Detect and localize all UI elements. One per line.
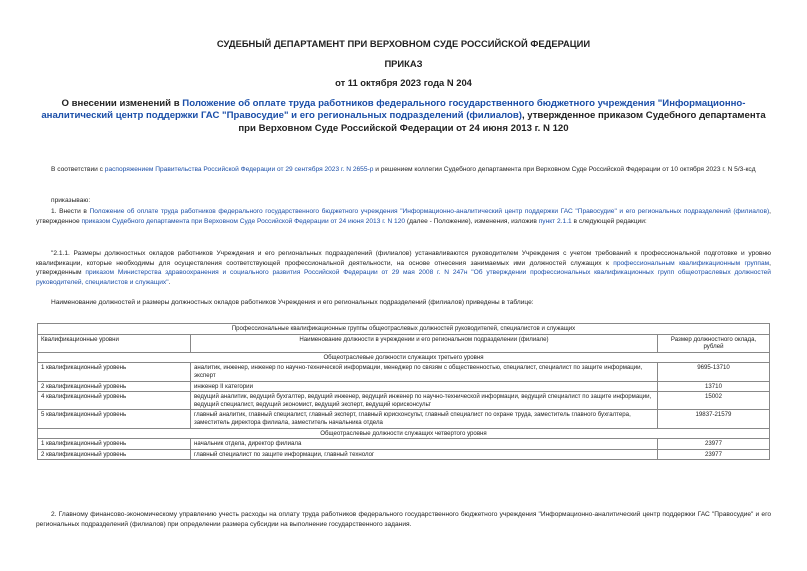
cell-salary: 23977 xyxy=(658,449,770,460)
cell-level: 2 квалификационный уровень xyxy=(38,449,191,460)
cell-level: 1 квалификационный уровень xyxy=(38,439,191,450)
salary-table xyxy=(37,323,770,460)
p3-link-regulation[interactable]: Положение об оплате труда работников федерального государственного бюджетного учреждения "Информационно-аналитический центр поддержки ГАС "Правосудие" и его региональных подразделений (филиалов) xyxy=(89,208,770,215)
cell-salary: 23977 xyxy=(658,439,770,450)
table-caption-row xyxy=(38,324,770,335)
p4-text-b: , утвержденным xyxy=(36,259,772,277)
cell-salary: 19837-21579 xyxy=(658,410,770,428)
date-number-heading: от 11 октября 2023 года N 204 xyxy=(335,77,472,88)
column-header-position: Наименование должности в учреждении и его региональном подразделении (филиале) xyxy=(191,334,658,352)
p1-text-b: и решением коллегии Судебного департамента при Верховном Суде Российской Федерации от 10 октября 2023 г. N 5/3-кcд xyxy=(373,166,756,173)
title-link-regulation[interactable]: Положение об оплате труда работников федерального государственного бюджетного учреждения "Информационно-аналитический центр поддержки ГАС "Правосудие" и его региональных подразделений (филиалов) xyxy=(41,98,746,122)
group-row xyxy=(38,428,770,439)
cell-salary: 15002 xyxy=(658,392,770,410)
p4-text-c: . xyxy=(168,278,171,286)
cell-position: инженер II категории xyxy=(191,381,658,392)
table-row xyxy=(38,381,770,392)
column-header-salary: Размер должностного оклада, рублей xyxy=(658,334,770,352)
cell-salary: 13710 xyxy=(658,381,770,392)
p3-text-d: в следующей редакции: xyxy=(571,217,647,225)
paragraph-table-intro: Наименование должностей и размеры должностных окладов работников Учреждения и его региональных подразделений (филиалов) приведены в таблице: xyxy=(51,299,534,306)
column-header-level: Квалификационные уровни xyxy=(38,334,191,352)
paragraph-order: приказываю: xyxy=(51,197,91,204)
cell-level: 2 квалификационный уровень xyxy=(38,381,191,392)
table-row xyxy=(38,449,770,460)
p4-link-qualification-groups[interactable]: профессиональным квалификационным группам xyxy=(613,259,770,267)
title-suffix: , утвержденное приказом Судебного департамента при Верховном Суде Российской Федерации от 24 июня 2013 г. N 120 xyxy=(238,110,766,134)
document-title xyxy=(36,98,771,135)
group-title: Общеотраслевые должности служащих третьего уровня xyxy=(38,352,770,363)
cell-position: главный аналитик, главный специалист, главный эксперт, главный юрисконсульт, главный специалист по охране труда, заместитель главного бухгалтера, заместитель директора филиала, заместитель начальника отдела xyxy=(191,410,658,428)
p3-text-b: , утвержденное xyxy=(36,208,771,225)
doc-type-heading: ПРИКАЗ xyxy=(384,58,423,69)
table-row xyxy=(38,439,770,450)
paragraph-item-1 xyxy=(36,207,771,226)
paragraph-item-2: 2. Главному финансово-экономическому управлению учесть расходы на оплату труда работников федерального государственного бюджетного учреждения "Информационно-аналитический центр поддержки ГАС "Правосудие" и его региональных подразделений (филиалов) при определении размера субсидии на выполнение государственного задания. xyxy=(36,511,771,528)
p1-link-government-order[interactable]: распоряжением Правительства Российской Федерации от 29 сентября 2023 г. N 2655-р xyxy=(104,166,374,173)
table-row xyxy=(38,363,770,381)
cell-level: 5 квалификационный уровень xyxy=(38,410,191,428)
p4-text-a: "2.1.1. Размеры должностных окладов работников Учреждения и его региональных подразделений (филиалов) устанавливаются руководителем Учреждения с учетом требований к профессиональной подготовке и уровню квалификации, которые необходимы для осуществления соответствующей профессиональной деятельности, на основе отнесения занимаемых ими должностей служащих к xyxy=(36,250,771,267)
p3-text-a: 1. Внести в xyxy=(51,208,90,215)
cell-position: начальник отдела, директор филиала xyxy=(191,439,658,450)
paragraph-basis xyxy=(36,165,771,175)
table-row xyxy=(38,392,770,410)
p1-text-a: В соответствии с xyxy=(51,166,105,173)
cell-position: аналитик, инженер, инженер по научно-технической информации, менеджер по связям с общественностью, специалист, специалист по защите информации, эксперт xyxy=(191,363,658,381)
p3-text-c: (далее - Положение), изменения, изложив xyxy=(405,217,539,225)
p3-link-clause-2-1-1[interactable]: пункт 2.1.1 xyxy=(538,217,572,225)
paragraph-clause-2-1-1 xyxy=(36,249,771,287)
group-title: Общеотраслевые должности служащих четвертого уровня xyxy=(38,428,770,439)
p4-link-order-247n[interactable]: приказом Министерства здравоохранения и социального развития Российской Федерации от 29 мая 2008 г. N 247н "Об утверждении профессиональных квалификационных групп общеотраслевых должностей руководителей, специалистов и служащих" xyxy=(36,269,771,286)
cell-position: главный специалист по защите информации, главный технолог xyxy=(191,449,658,460)
cell-salary: 9695-13710 xyxy=(658,363,770,381)
cell-level: 1 квалификационный уровень xyxy=(38,363,191,381)
p3-link-order-120[interactable]: приказом Судебного департамента при Верховном Суде Российской Федерации от 24 июня 2013 г. N 120 xyxy=(81,217,406,225)
table-header-row xyxy=(38,334,770,352)
department-heading: СУДЕБНЫЙ ДЕПАРТАМЕНТ ПРИ ВЕРХОВНОМ СУДЕ РОССИЙСКОЙ ФЕДЕРАЦИИ xyxy=(216,38,591,49)
table-caption: Профессиональные квалификационные группы общеотраслевых должностей руководителей, специалистов и служащих xyxy=(38,324,770,335)
cell-position: ведущий аналитик, ведущий бухгалтер, ведущий инженер, ведущий инженер по научно-технической информации, ведущий специалист по защите информации, ведущий специалист, ведущий экономист, ведущий эксперт, ведущий юрисконсульт xyxy=(191,392,658,410)
table-row xyxy=(38,410,770,428)
title-prefix: О внесении изменений в xyxy=(61,98,183,109)
cell-level: 4 квалификационный уровень xyxy=(38,392,191,410)
group-row xyxy=(38,352,770,363)
